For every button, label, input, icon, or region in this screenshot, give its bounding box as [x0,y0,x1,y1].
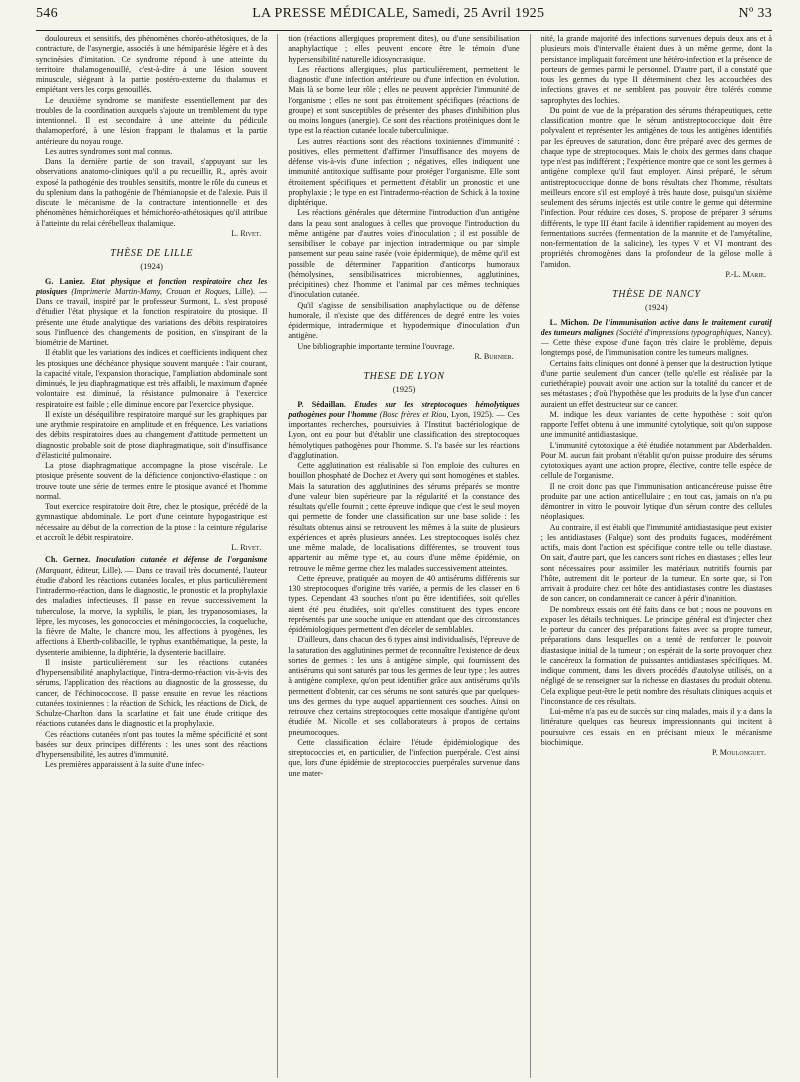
author-signature: P. Moulonguet. [712,748,766,757]
author-signature: L. Rivet. [231,543,262,552]
paragraph: Il existe un déséquilibre respiratoire marqué sur les graphiques par une arythmie respiratoire en amplitude et en fréquence. Les variations des débits respiratoires dues au changement d'attitude permettent un diagnostic probable soit de ptose diaphragmatique, soit d'insuffisance d'élasticité pulmonaire. [36,409,268,460]
reviewed-author: Ch. Gernez. [45,555,91,565]
paragraph: Cette agglutination est réalisable si l'on emploie des cultures en bouillon phosphaté de Dochez et Avery qui sont homogènes et stables. Mais la saturation des agglutinines des sérums préparés se montre d'une valeur bien supérieure par la régularité et la constance des résultats qu'elle fournit ; cette épreuve indique que c'est le seul moyen qui permette de fonder une classification sur une base solide : les résultats obtenus ainsi se retrouvent les mêmes à la suite de plusieurs expériences et après plusieurs années. Les streptocoques isolés chez une même malade, de localisations différentes, se trouvent tous appartenir au même type et, au cours d'une même épidémie, on retrouve le même germe chez les malades successivement atteintes. [288,461,520,573]
paragraph: Lui-même n'a pas eu de succès sur cinq malades, mais il y a dans la littérature quelques cas heureux impressionnants qui incitent à poursuivre ces essais en en précisant mieux le mécanisme biochimique. [540,707,772,747]
paragraph: Ces réactions cutanées n'ont pas toutes la même spécificité et sont basées sur deux principes différents : les unes sont des réactions d'hypersensibilité, les autres d'immunité. [36,729,268,759]
paragraph: Il ne croit donc pas que l'immunisation anticancéreuse puisse être produite par une action anticellulaire ; en tout cas, jamais on n'a pu démontrer in vitro le pouvoir lytique d'un sérum contre des cellules néoplasiques. [540,481,772,522]
paragraph: Une bibliographie importante termine l'ouvrage. [297,341,455,351]
paragraph: Cette épreuve, pratiquée au moyen de 40 antisérums différents sur 130 streptocoques d'origine très variée, a permis de les classer en 6 types. Cependant 43 souches n'ont pu être identifiées, soit qu'elles aient été peu étudiées, soit qu'elles constituent des types encore représentés par une souche unique en attendant que des circonstances épidémiologiques permettent d'en déceler de semblables. [288,573,520,634]
paragraph: Certains faits cliniques ont donné à penser que la destruction lytique d'une partie seulement d'un cancer (telle qu'elle est réalisée par la curiethérapie) pouvait avoir une action sur la totalité du cancer et de ses métastases ; d'où l'hypothèse que les produits de la lyse d'un cancer auraient un effet destructeur sur ce cancer. [540,358,772,409]
paragraph: M. indique les deux variantes de cette hypothèse : soit qu'on rapporte l'effet obtenu à une immunité cytolytique, soit qu'on suppose une immunité antidiastasique. [540,409,772,440]
reviewed-author: P. Sédaillan. [297,399,346,409]
article-columns [36,34,772,1078]
section-heading: THESE DE LYON [363,371,445,382]
section-year: (1925) [392,384,416,395]
section-heading: THÈSE DE NANCY [612,289,701,300]
paragraph: Tout exercice respiratoire doit être, chez le ptosique, précédé de la gymnastique abdominale. Le port d'une ceinture hypogastrique est nécessaire au début de la correction de la ptose : la ceinture régularise et accroît le débit respiratoire. [36,502,268,542]
paragraph: douloureux et sensitifs, des phénomènes choréo-athétosiques, de la contracture, de l'asynergie, associés à une hémiparésie légère et à des syncinésies d'imitation. Ce syndrome répond à une atteinte du territoire thalamogenouillé, c'est-à-dire à une lésion souvent minuscule, siégeant à la partie postéro-externe du thalamus et empiétant vers les corps genouillés. [36,34,268,95]
paragraph: Qu'il s'agisse de sensibilisation anaphylactique ou de défense humorale, il n'existe que des différences de degré entre les voies épidermique, intradermique et hypodermique d'inoculation d'un antigène. [288,300,520,341]
paragraph: Du point de vue de la préparation des sérums thérapeutiques, cette classification montre que le sérum antistreptococcique doit être polyvalent et représenter les antigènes de tous les antigènes identifiés par les épreuves de saturation, donc être préparé avec des germes de chaque type de streptocoques. Mais le choix des germes dans chaque type n'est pas indifférent ; l'expérience montre que ce sont les germes à antigène complexe qu'il faut employer. Ainsi préparé, le sérum antistreptococcique donne de bons résultats chez l'homme, résultats meilleurs encore s'il est employé à très haute dose, puisqu'un sixième seulement des sérums injectés est utile contre le germe qui détermine l'infection. Pour réduire ces doses, S. propose de préparer 3 sérums différents, le type III étant facile à identifier rapidement au moyen des fermentations sucrées (fermentation de la mannite et de l'amyétaline, non-fermentation de la salicine), les types V et VI montrant des propriétés chromogènes dans la profondeur de la gélose molle à l'amidon. [540,105,772,269]
page-header [36,6,772,30]
journal-title: LA PRESSE MÉDICALE, Samedi, 25 Avril 1925 [252,6,545,21]
review-entry [36,555,267,658]
work-title: Etudes sur les streptocoques hémolytiques pathogènes pour l'homme [288,399,520,419]
column-2 [288,34,519,1078]
publisher: (Imprimerie Martin-Mamy, Crouan et Roques, [71,286,231,296]
publisher: (Société d'impressions typographiques, [616,327,744,337]
review-entry [541,318,772,359]
paragraph: Les premières apparaissent à la suite d'une infec- [45,760,205,770]
header-rule [36,30,772,31]
page-number: 546 [36,6,58,21]
review-entry [36,277,267,349]
paragraph: L'immunité cytotoxique a été étudiée notamment par Abderhalden. Pour M. aucun fait probant n'établit qu'on puisse produire des sérums cytotoxiques ayant une action propre, élective, contre telle espèce de cellule de l'organisme. [540,440,772,481]
paragraph: Dans la dernière partie de son travail, s'appuyant sur les observations anatomo-cliniques qu'il a pu recueillir, R., après avoir exposé la pathogénie des troubles sensitifs, montre le rôle du cuneus et du splenium dans la pathogénie de l'hémianopsie et de l'alexie. Puis il discute le mécanisme de la contracture intentionnelle et des phénomènes hémichoréiques et hémichoréo-athétosiques qu'il attribue à l'atteinte du relai cérébelleux thalamique. [36,157,268,228]
column-3 [541,34,772,1078]
column-1 [36,34,267,1078]
section-year: (1924) [644,302,668,313]
paragraph: Au contraire, il est établi que l'immunité antidiastasique peut exister ; les antidiastases (Falque) sont des produits fugaces, modérément actifs, mais dont l'action est spécifique contre telle ou telle diastase. On sait, d'autre part, que les cancers sont riches en diastases ; elles leur sont nécessaires pour assimiler les matériaux nutritifs fournis par l'hôte, autrement dit le porteur de la tumeur. En sorte que, si l'on arrivait à produire chez cet hôte des antidiastases contre les diastases de son cancer, on condamnerait ce cancer à périr d'inanition. [540,522,772,604]
section-year: (1924) [140,261,163,272]
paragraph: Les autres syndromes sont mal connus. [45,146,173,156]
entry-text: Nancy). — Cette thèse expose d'une façon très claire le problème, depuis longtemps posé, de l'immunisation contre les tumeurs malignes. [540,327,772,358]
paragraph: D'ailleurs, dans chacun des 6 types ainsi individualisés, l'épreuve de la saturation des agglutinines permet de reconnaître l'existence de deux sortes de germes : les uns à antigène simple, qui fournissent des antisérums qui sont saturés par tous les germes de leur type ; les autres à antigène complexe, qu'on peut identifier grâce aux antisérums qu'ils permettent d'obtenir, car ces sérums ne sont saturés que par quelques-uns des germes du type auquel appartiennent ces souches. Ainsi on retrouve chez certains streptocoques cette mosaïque d'antigène qu'ont étudiée M. Nicolle et ses collaborateurs à propos de certains pneumocoques. [288,635,520,737]
paragraph: Cette classification éclaire l'étude épidémiologique des streptococcies et, en particulier, de l'infection puerpérale. C'est ainsi que, lors d'une épidémie de streptococcies puerpérales survenue dans une mater- [288,737,520,778]
issue-number: Nº 33 [738,6,772,21]
publisher: (Marquant, [36,565,73,575]
paragraph: Il établit que les variations des indices et coefficients indiquent chez les ptosiques une déchéance physique souvent marquée : l'air courant, la capacité vitale, l'expansion thoracique, l'ampliation abdominale sont diminués, le jeu diaphragmatique est très affaibli, le maximum d'apnée volontaire est diminué, la résistance pulmonaire à l'exercice respiratoire est faible ; elle diminue encore par l'exercice physique. [36,348,268,409]
paragraph: Les réactions allergiques, plus particulièrement, permettent le diagnostic d'une infection antérieure ou d'une infection en évolution. Mais là se borne leur rôle ; elles ne peuvent apprécier l'immunité de l'organisme ; elles ne sont pas étroitement spécifiques (réactions de groupe) et sont susceptibles de présenter des phases d'inhibition plus ou moins longues (anergie). Ce sont des réactions protéiniques dont le type est la réaction cutanée locale tuberculinique. [288,64,520,136]
paragraph: Le deuxième syndrome se manifeste essentiellement par des troubles de la coordination auxquels s'ajoute un tremblement du type intentionnel. Il est secondaire à une atteinte du pédicule thalamoperforé, à une lésion frappant le thalamus et la partie antérieure du noyau rouge. [36,95,268,146]
publisher: (Bosc frères et Riou, [379,409,449,419]
paragraph: tion (réactions allergiques proprement dites), ou d'une sensibilisation anaphylactique ; elles peuvent encore être le témoin d'une hypersensibilité naturelle idiosyncrasique. [288,34,520,64]
paragraph: Il insiste particulièrement sur les réactions cutanées d'hypersensibilité anaphylactique, l'intra-dermo-réaction vis-à-vis des sérums, l'application des réactions au diagnostic de la grossesse, du cancer, de l'échinococcose. Il passe ensuite en revue les réactions cutanées toxiniennes : la réaction de Schick, les réactions de Dick, de Schulze-Charlton dans la scarlatine et fait une étude critique des réactions cutanées dans le diagnostic et la prophylaxie. [36,657,268,729]
entry-text: Lyon, 1925). — Ces importantes recherches, poursuivies à l'Institut bactériologique de Lyon, ont eu pour but d'établir une classification des streptocoques hémolytiques pathogènes pour l'homme. S. l'a basée sur les réactions d'agglutination. [288,409,520,460]
review-entry [288,400,519,462]
author-signature: P.-L. Marie. [725,269,766,279]
entry-text: éditeur, Lille). — Dans ce travail très documenté, l'auteur étudie d'abord les réactions cutanées locales, et plus particulièrement l'intradermo-réaction, dans le diagnostic, le pronostic et la prophylaxie des maladies infectieuses. Il passe en revue successivement la tuberculose, la morve, la syphilis, le pian, les trypanosomiases, la lèpre, les mycoses, les gonococcies et méningococcies, la coqueluche, la fièvre de Malte, le chancre mou, les affections à pyogènes, les affections à Eberth-colibacille, le typhus exanthématique, la peste, la dysenterie amibienne, la diphtérie, la dysenterie bacillaire. [36,565,268,657]
reviewed-author: L. Michon. [549,317,590,327]
author-signature: L. Rivet. [231,228,262,238]
author-signature: R. Burnier. [474,351,514,361]
column-divider [277,34,278,1078]
paragraph: Les réactions générales que détermine l'introduction d'un antigène dans la peau sont analogues à celles que provoque l'introduction du même antigène par d'autres voies d'inoculation ; il est possible de sensibiliser le cobaye par injection intradermique ou par simple pansement sur peau saine rasée (voie épidermique), de même qu'il est possible de déterminer l'apparition d'anticorps humoraux (hémolysines, sensibilisatrices microbiennes, agglutinines, précipitines) chez l'homme et l'animal par ces mêmes techniques d'inoculation cutanée. [288,208,520,300]
paragraph: La ptose diaphragmatique accompagne la ptose viscérale. Le ptosique présente souvent de la déficience conjonctivo-élastique : on trouve toute une série de termes entre le ptosique avancé et l'homme normal. [36,461,268,501]
paragraph: nité, la grande majorité des infections survenues depuis deux ans et à plusieurs mois d'intervalle étaient dues à un même germe, dont la persistance impliquait forcément une hétéro-infection et la présence de porteurs de germes parmi le personnel. D'autre part, il a constaté que tous les germes du type II déterminent chez les accouchées des infections graves et ne semblent pas pouvoir être tolérés comme saprophytes des lochies. [540,34,772,105]
paragraph: Les autres réactions sont des réactions toxiniennes d'immunité : positives, elles permettent d'affirmer l'insuffisance des moyens de défense vis-à-vis d'une infection ; négatives, elles indiquent une immunité antitoxique suffisante pour protéger l'organisme. Elle sont étroitement spécifiques et permettent d'établir un pronostic et une prophylaxie ; le type en est l'intradermo-réaction de Schick à la toxine diphtérique. [288,136,520,207]
entry-text: Lille). — Dans ce travail, inspiré par le professeur Surmont, L. s'est proposé d'étudier l'état physique et la fonction respiratoire du ptosique. Il présente une étude analytique des variations des débits respiratoires sous l'influence des changements de position, en s'inspirant de la biométrie de Martinet. [36,286,268,347]
work-title: Inoculation cutanée et défense de l'organisme [95,555,268,565]
work-title: De l'immunisation active dans le traitement curatif des tumeurs malignes [540,317,772,337]
work-title: Etat physique et fonction respiratoire chez les ptosiques [36,276,268,296]
paragraph: De nombreux essais ont été faits dans ce but ; nous ne pouvons en exposer les détails techniques. Le principe général est d'injecter chez le porteur du cancer des préparations faites avec sa propre tumeur, préparations dans lesquelles on a tenté de renforcer le pouvoir diastasique initial de la tumeur ; on espérait de la sorte provoquer chez le cancéreux la formation de puissantes antidiastases spécifiques. M. indique comment, dans les divers procédés d'autolyse utilisés, on a négligé de se renseigner sur la richesse en diastases du produit obtenu. Cela explique peut-être le petit nombre des résultats cliniques acquis et l'inconstance de ces résultats. [540,604,772,706]
section-heading: THÈSE DE LILLE [110,248,194,259]
column-divider [530,34,531,1078]
reviewed-author: G. Laniez. [45,276,85,286]
